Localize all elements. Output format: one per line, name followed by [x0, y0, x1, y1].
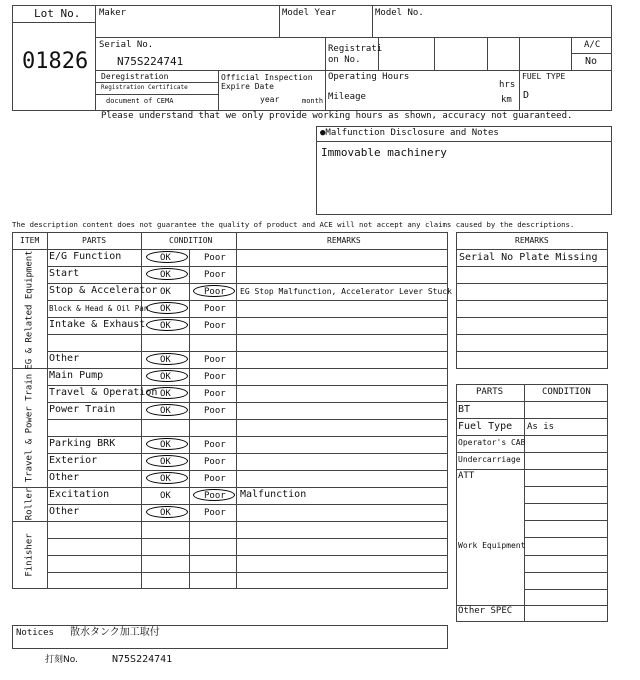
condition-poor: Poor — [204, 270, 226, 280]
group-label-finisher: Finisher — [24, 533, 35, 577]
condition-ok: OK — [160, 508, 171, 518]
part-label: Parking BRK — [49, 438, 116, 449]
col-item-header: ITEM — [20, 236, 40, 245]
divider — [47, 538, 448, 539]
divider — [325, 37, 326, 111]
divider — [524, 503, 608, 504]
month-label: month — [302, 97, 324, 105]
rp-fuel-type: Fuel Type — [458, 421, 513, 432]
divider — [12, 521, 47, 522]
divider — [524, 605, 608, 606]
divider — [456, 283, 608, 284]
part-label: E/G Function — [49, 251, 122, 262]
divider — [47, 317, 448, 318]
divider — [47, 232, 48, 589]
condition-ok: OK — [160, 321, 171, 331]
part-label: Travel & Operation — [49, 387, 158, 398]
mileage-label: Mileage — [328, 92, 366, 102]
divider — [47, 385, 448, 386]
right-remarks-header: REMARKS — [515, 236, 549, 245]
col-remarks-header: REMARKS — [327, 236, 361, 245]
lot-number: 01826 — [22, 49, 89, 74]
divider — [47, 572, 448, 573]
condition-poor: Poor — [204, 253, 226, 263]
condition-ok: OK — [160, 355, 171, 365]
divider — [456, 334, 608, 335]
registration-label: Registrati on No. — [328, 44, 383, 65]
divider — [95, 94, 218, 95]
ok-circle-mark — [146, 438, 188, 450]
divider — [218, 70, 219, 111]
condition-poor: Poor — [204, 508, 226, 518]
divider — [95, 70, 612, 71]
divider — [47, 351, 448, 352]
condition-poor: Poor — [204, 389, 226, 399]
divider — [571, 53, 612, 54]
ac-value: No — [585, 56, 598, 67]
divider — [12, 22, 95, 23]
malfunction-text: Immovable machinery — [321, 146, 447, 159]
part-label: Power Train — [49, 404, 116, 415]
divider — [524, 555, 608, 556]
condition-ok: OK — [160, 372, 171, 382]
condition-ok: OK — [160, 287, 171, 297]
condition-ok: OK — [160, 491, 171, 501]
condition-poor: Poor — [204, 321, 226, 331]
group-label-eg: EG & Related Equipment — [24, 250, 35, 370]
divider — [456, 300, 608, 301]
divider — [47, 470, 448, 471]
condition-ok: OK — [160, 474, 171, 484]
condition-ok: OK — [160, 457, 171, 467]
condition-ok: OK — [160, 253, 171, 263]
inspection-label: Official Inspection Expire Date — [221, 73, 313, 91]
fuel-type-value: D — [523, 90, 530, 101]
divider — [189, 249, 190, 589]
rp-work-equipment: Work Equipment — [458, 541, 526, 550]
part-label: Intake & Exhaust — [49, 319, 146, 330]
divider — [95, 82, 218, 83]
ok-circle-mark — [146, 506, 188, 518]
divider — [47, 453, 448, 454]
rp-operators-cab: Operator's CAB — [458, 438, 526, 447]
condition-poor: Poor — [204, 457, 226, 467]
col-condition-header: CONDITION — [169, 236, 213, 245]
divider — [47, 266, 448, 267]
row-remarks: Malfunction — [240, 489, 307, 500]
stamp-label: 打刻No. — [45, 655, 78, 665]
rp-undercarriage: Undercarriage — [458, 455, 521, 464]
notices-text: 散水タンク加工取付 — [70, 627, 160, 638]
divider — [47, 283, 448, 284]
divider — [12, 249, 448, 250]
rp-condition-header: CONDITION — [542, 387, 591, 397]
lot-label: Lot No. — [34, 7, 81, 20]
part-label: Other — [49, 472, 80, 483]
condition-ok: OK — [160, 389, 171, 399]
condition-poor: Poor — [204, 304, 226, 314]
deregistration-label: Deregistration — [101, 72, 169, 81]
divider — [47, 334, 448, 335]
notices-label: Notices — [16, 628, 54, 638]
hours-notice: Please understand that we only provide working hours as shown, accuracy not guaranteed. — [101, 111, 573, 121]
divider — [487, 37, 488, 70]
divider — [47, 521, 448, 522]
rp-other-spec: Other SPEC — [458, 606, 513, 616]
divider — [456, 351, 608, 352]
fuel-type-label: FUEL TYPE — [522, 72, 566, 81]
condition-ok: OK — [160, 270, 171, 280]
part-label: Start — [49, 268, 80, 279]
condition-poor: Poor — [204, 287, 226, 297]
ac-label: A/C — [584, 40, 601, 50]
model-no-label: Model No. — [375, 8, 424, 18]
divider — [456, 452, 608, 453]
poor-circle-mark — [193, 489, 235, 501]
divider — [456, 401, 608, 402]
divider — [236, 232, 237, 589]
malfunction-box — [316, 126, 612, 215]
rp-fuel-type-value: As is — [527, 422, 555, 432]
divider — [456, 418, 608, 419]
condition-poor: Poor — [204, 372, 226, 382]
part-label: Stop & Accelerator — [49, 285, 158, 296]
condition-poor: Poor — [204, 491, 226, 501]
divider — [47, 300, 448, 301]
cema-label: document of CEMA — [106, 97, 174, 105]
divider — [279, 5, 280, 37]
divider — [434, 37, 435, 70]
divider — [456, 317, 608, 318]
group-label-travel: Travel & Power Train — [24, 373, 35, 483]
condition-poor: Poor — [204, 406, 226, 416]
divider — [524, 486, 608, 487]
divider — [47, 402, 448, 403]
divider — [524, 537, 608, 538]
hrs-label: hrs — [499, 80, 516, 90]
divider — [524, 589, 608, 590]
row-remarks: EG Stop Malfunction, Accelerator Lever Stuck — [240, 287, 452, 296]
km-label: km — [501, 95, 512, 105]
divider — [47, 419, 448, 420]
registration-certificate-label: Registration Certificate — [101, 84, 188, 91]
divider — [47, 555, 448, 556]
rp-parts-header: PARTS — [476, 387, 504, 397]
ok-circle-mark — [146, 370, 188, 382]
condition-ok: OK — [160, 440, 171, 450]
divider — [95, 5, 96, 111]
ok-circle-mark — [146, 387, 188, 399]
part-label: Exterior — [49, 455, 98, 466]
rp-bt: BT — [458, 404, 471, 415]
ok-circle-mark — [146, 353, 188, 365]
part-label: Excitation — [49, 489, 110, 500]
right-remarks-entry: Serial No Plate Missing — [459, 252, 598, 263]
maker-label: Maker — [99, 8, 127, 18]
model-year-label: Model Year — [282, 8, 337, 18]
ok-circle-mark — [146, 251, 188, 263]
divider — [47, 436, 448, 437]
condition-ok: OK — [160, 304, 171, 314]
condition-poor: Poor — [204, 440, 226, 450]
divider — [456, 435, 608, 436]
part-label: Other — [49, 506, 80, 517]
rp-att: ATT — [458, 471, 475, 481]
group-label-roller: Roller — [24, 487, 35, 521]
ok-circle-mark — [146, 319, 188, 331]
divider — [456, 266, 608, 267]
operating-hours-label: Operating Hours — [328, 72, 410, 82]
poor-circle-mark — [193, 285, 235, 297]
disclaimer: The description content does not guarantee the quality of product and ACE will not accept any claims caused by the descriptions. — [12, 220, 575, 229]
ok-circle-mark — [146, 302, 188, 314]
ok-circle-mark — [146, 404, 188, 416]
divider — [524, 572, 608, 573]
condition-poor: Poor — [204, 355, 226, 365]
divider — [372, 5, 373, 37]
year-label: year — [260, 95, 280, 104]
divider — [456, 249, 608, 250]
divider — [316, 141, 612, 142]
serial-value: N75S224741 — [117, 55, 184, 68]
ok-circle-mark — [146, 268, 188, 280]
divider — [524, 520, 608, 521]
divider — [47, 487, 448, 488]
divider — [47, 504, 448, 505]
condition-poor: Poor — [204, 474, 226, 484]
header-block — [12, 5, 612, 111]
divider — [519, 37, 520, 111]
stamp-value: N75S224741 — [112, 654, 173, 665]
ok-circle-mark — [146, 455, 188, 467]
condition-ok: OK — [160, 406, 171, 416]
part-label: Main Pump — [49, 370, 104, 381]
divider — [47, 368, 448, 369]
col-parts-header: PARTS — [82, 236, 107, 245]
divider — [95, 37, 612, 38]
serial-label: Serial No. — [99, 40, 154, 50]
part-label: Block & Head & Oil Pan — [49, 304, 149, 313]
divider — [456, 469, 608, 470]
part-label: Other — [49, 353, 80, 364]
ok-circle-mark — [146, 472, 188, 484]
malfunction-title: ●Malfunction Disclosure and Notes — [320, 128, 499, 138]
